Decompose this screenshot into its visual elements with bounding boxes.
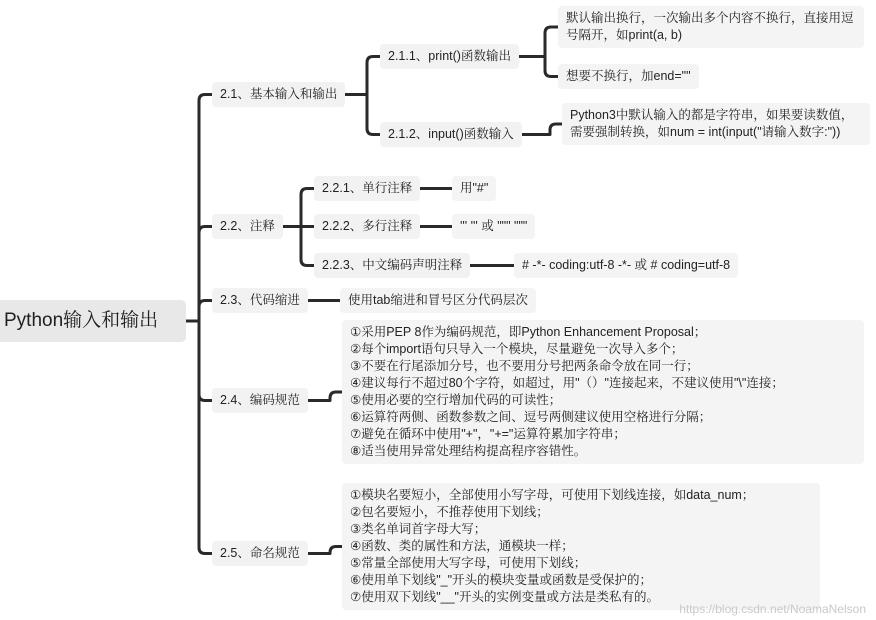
topic-naming-conventions[interactable]: 2.5、命名规范: [212, 541, 308, 566]
list-item: ①模块名要短小，全部使用小写字母，可使用下划线连接，如data_num；: [350, 488, 755, 502]
list-item: ⑦避免在循环中使用"+"，"+="运算符累加字符串；: [350, 427, 626, 441]
topic-single-line-comment[interactable]: 2.2.1、单行注释: [314, 176, 420, 201]
list-item: ①采用PEP 8作为编码规范，即Python Enhancement Proposal；: [350, 325, 707, 339]
note-hash-symbol[interactable]: 用"#": [452, 176, 496, 201]
list-item: ②包名要短小，不推荐使用下划线；: [350, 505, 549, 519]
list-item: ⑥运算符两侧、函数参数之间、逗号两侧建议使用空格进行分隔；: [350, 410, 712, 424]
connector-s1: [345, 57, 380, 135]
connector-s1b: [522, 124, 562, 135]
topic-coding-style[interactable]: 2.4、编码规范: [212, 388, 308, 413]
topic-print-output[interactable]: 2.1.1、print()函数输出: [380, 44, 519, 69]
topic-input-function[interactable]: 2.1.2、input()函数输入: [380, 122, 522, 147]
list-item: ⑤常量全部使用大写字母，可使用下划线；: [350, 556, 587, 570]
connector-s5: [308, 547, 342, 554]
root-topic[interactable]: Python输入和输出: [0, 300, 186, 342]
list-item: ⑧适当使用异常处理结构提高程序容错性。: [350, 444, 587, 458]
note-print-default-newline[interactable]: 默认输出换行，一次输出多个内容不换行，直接用逗号隔开，如print(a, b): [558, 6, 864, 48]
watermark: https://blog.csdn.net/NoamaNelson: [679, 602, 866, 616]
connector-s4: [308, 392, 342, 401]
list-item: ④建议每行不超过80个字符，如超过，用"（）"连接起来，不建议使用"\"连接；: [350, 376, 784, 390]
list-item: ③类名单词首字母大写；: [350, 522, 487, 536]
topic-comments[interactable]: 2.2、注释: [212, 214, 283, 239]
connector-s2: [283, 189, 314, 266]
note-naming-list[interactable]: [342, 483, 820, 610]
note-input-string[interactable]: Python3中默认输入的都是字符串，如果要读数值，需要强制转换，如num = int(input("请输入数字:")): [562, 103, 870, 145]
topic-multi-line-comment[interactable]: 2.2.2、多行注释: [314, 214, 420, 239]
list-item: ⑦使用双下划线"__"开头的实例变量或方法是类私有的。: [350, 590, 659, 604]
list-item: ⑥使用单下划线"_"开头的模块变量或函数是受保护的；: [350, 573, 653, 587]
note-tab-indent[interactable]: 使用tab缩进和冒号区分代码层次: [340, 288, 536, 313]
topic-indentation[interactable]: 2.3、代码缩进: [212, 288, 308, 313]
note-print-end-param[interactable]: 想要不换行，加end="": [558, 64, 699, 89]
connector-root: [186, 95, 212, 554]
list-item: ②每个import语句只导入一个模块，尽量避免一次导入多个；: [350, 342, 684, 356]
note-coding-style-list[interactable]: [342, 320, 864, 464]
list-item: ③不要在行尾添加分号，也不要用分号把两条命令放在同一行；: [350, 359, 699, 373]
note-coding-utf8[interactable]: # -*- coding:utf-8 -*- 或 # coding=utf-8: [514, 253, 738, 278]
list-item: ④函数、类的属性和方法，通模块一样；: [350, 539, 574, 553]
note-triple-quotes[interactable]: ''' ''' 或 """ """: [452, 214, 535, 239]
topic-basic-io[interactable]: 2.1、基本输入和输出: [212, 82, 345, 107]
topic-encoding-declaration[interactable]: 2.2.3、中文编码声明注释: [314, 253, 470, 278]
connector-s1a: [519, 27, 558, 77]
list-item: ⑤使用必要的空行增加代码的可读性；: [350, 393, 562, 407]
